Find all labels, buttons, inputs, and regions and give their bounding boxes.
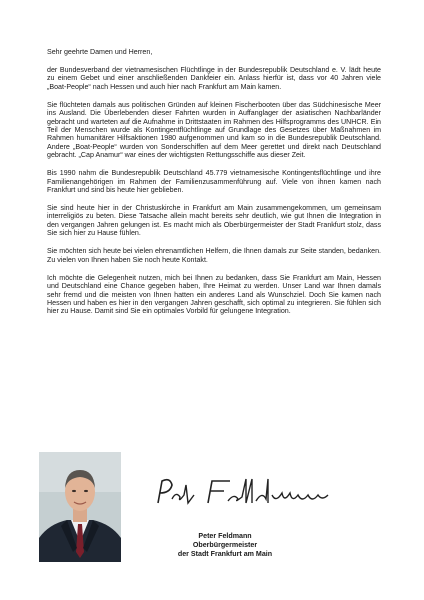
paragraph-helpers: Sie möchten sich heute bei vielen ehrenamtlichen Helfern, die Ihnen damals zur Seite standen, bedanken. Zu vielen von Ihnen haben Sie noch heute Kontakt. — [47, 247, 381, 264]
paragraph-intro: der Bundesverband der vietnamesischen Flüchtlinge in der Bundesrepublik Deutschland e. V. lädt heute zu einem Gebet und einer anschließenden Dankfeier ein. Anlass hierfür ist, dass vor 40 Jahren viele „Boat-People“ nach Hessen und auch hier nach Frankfurt am Main kamen. — [47, 66, 381, 91]
paragraph-1990: Bis 1990 nahm die Bundesrepublik Deutschland 45.779 vietnamesische Kontingentsflüchtlinge und ihre Familienangehörigen im Rahmen der Familienzusammenführung auf. Viele von ihnen kamen nach Frankfurt und sind bis heute hier geblieben. — [47, 169, 381, 195]
salutation: Sehr geehrte Damen und Herren, — [47, 48, 153, 56]
portrait-photo — [39, 452, 121, 562]
signatory-institution: der Stadt Frankfurt am Main — [177, 550, 273, 558]
paragraph-flight: Sie flüchteten damals aus politischen Gründen auf kleinen Fischerbooten über das Südchinesische Meer ins Ausland. Die Überlebenden dieser Fahrten wurden in Auffanglager der asiatischen Nachbarländer gebracht und warteten auf die Aufnahme in Drittstaaten im Rahmen des Hilfsprogramms des UNHCR. Ein Teil der Menschen wurde als Kontingentflüchtlinge auf Grundlage des Gesetzes über Maßnahmen im Rahmen humanitärer Hilfsaktionen 1980 aufgenommen und kam so in die Bundesrepublik Deutschland. Andere „Boat-People“ wurden von Sonderschiffen auf dem Meer gerettet und direkt nach Deutschland gebracht. „Cap Anamur“ war eines der wichtigsten Rettungsschiffe aus dieser Zeit. — [47, 100, 381, 160]
handwritten-signature — [150, 473, 350, 513]
paragraph-thanks: Ich möchte die Gelegenheit nutzen, mich bei Ihnen zu bedanken, dass Sie Frankfurt am Main, Hessen und Deutschland eine Chance gegeben haben, Ihre Heimat zu werden. Unser Land war Ihnen damals sehr fremd und die meisten von Ihnen hatten ein anderes Land als Wunschziel. Doch Sie kamen nach Hessen und haben es hier in den vergangen Jahren geschafft, sich optimal zu integrieren. Sie fühlen sich hier zu Hause. Damit sind Sie ein optimales Vorbild für gelungene Integration. — [47, 273, 381, 316]
signatory-name: Peter Feldmann — [198, 532, 252, 540]
signature-block — [120, 532, 330, 559]
paragraph-church: Sie sind heute hier in der Christuskirche in Frankfurt am Main zusammengekommen, um gemeinsam interreligiös zu beten. Diese Tatsache allein macht bereits sehr deutlich, wie gut Ihnen die Integration in den vergangen Jahren gelungen ist. Es macht mich als Oberbürgermeister der Stadt Frankfurt stolz, dass Sie sich hier zu Hause fühlen. — [47, 204, 381, 238]
letter-body — [47, 48, 381, 325]
signatory-title: Oberbürgermeister — [192, 541, 258, 549]
